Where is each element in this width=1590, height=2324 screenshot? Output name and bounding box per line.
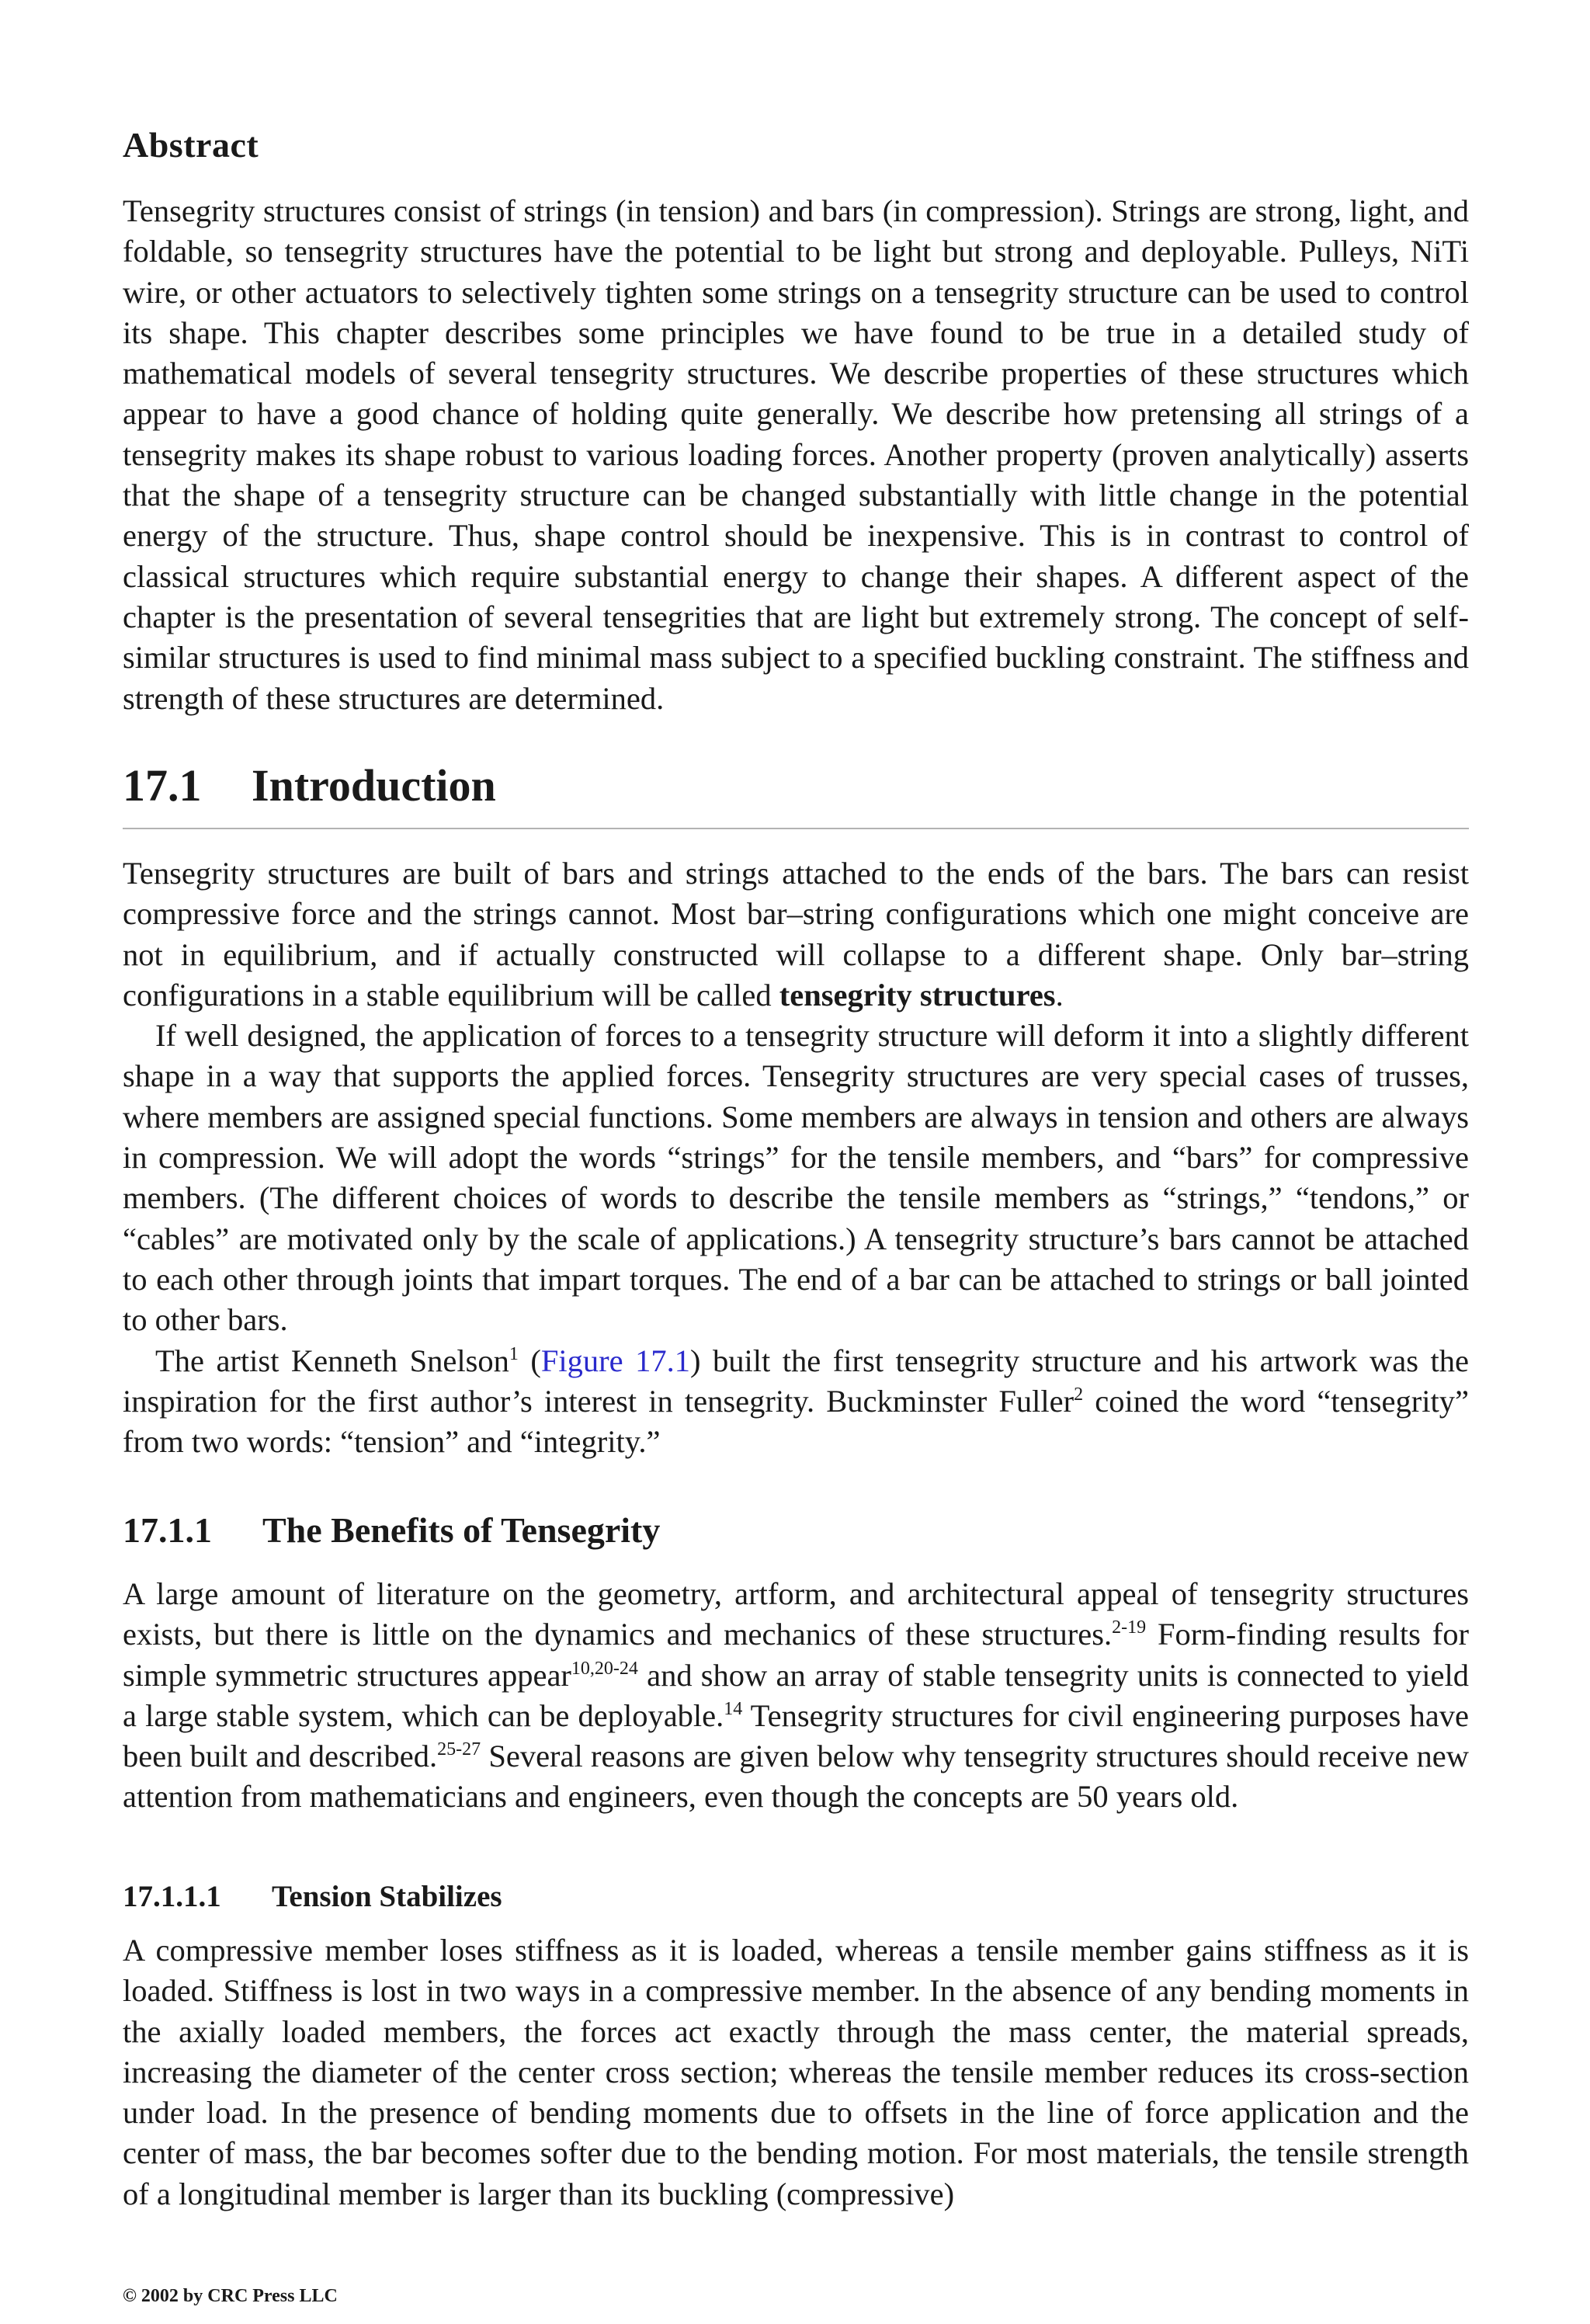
benefits-text-2: Form-finding results for simple symmetric structures appear	[123, 1617, 1469, 1693]
benefits-text-3: and show an array of stable tensegrity units is connected to yield a large stable system, which can be deployable.	[123, 1657, 1469, 1733]
intro-p1-term: tensegrity structures	[779, 977, 1056, 1013]
subsubsection-heading	[123, 1879, 502, 1914]
tension-paragraph: A compressive member loses stiffness as it is loaded, whereas a tensile member gains stiffness as it is loaded. Stiffness is lost in two ways in a compressive member. In the absence of any bending moments in the axially loaded members, the forces act exactly through the mass center, the material spreads, increasing the diameter of the center cross section; whereas the tensile member reduces its cross-section under load. In the presence of bending moments due to offsets in the line of force application and the center of mass, the bar becomes softer due to the bending motion. For most materials, the tensile strength of a longitudinal member is larger than its buckling (compressive)	[123, 1933, 1469, 2211]
section-number: 17.1	[123, 760, 202, 811]
subsubsection-title: Tension Stabilizes	[272, 1880, 502, 1913]
benefits-text-1: A large amount of literature on the geometry, artform, and architectural appeal of tensegrity structures exists, but there is little on the dynamics and mechanics of these structures.	[123, 1576, 1469, 1652]
citation-ref[interactable]: 25-27	[437, 1739, 481, 1760]
abstract-body	[123, 191, 1469, 719]
abstract-heading: Abstract	[123, 125, 259, 165]
benefits-paragraph	[123, 1574, 1469, 1818]
intro-paragraph-3	[123, 1341, 1469, 1463]
section-heading	[123, 759, 496, 811]
citation-ref[interactable]: 10,20-24	[571, 1658, 638, 1679]
copyright-footer: © 2002 by CRC Press LLC	[123, 2286, 338, 2306]
intro-p3-text-d: coined the word “tensegrity” from two words: “tension” and “integrity.”	[123, 1383, 1469, 1460]
abstract-paragraph: Tensegrity structures consist of strings (in tension) and bars (in compression). Strings are strong, light, and foldable, so tensegrity structures have the potential to be light but strong and deployable. Pulleys, NiTi wire, or other actuators to selectively tighten some strings on a tensegrity structure can be used to control its shape. This chapter describes some principles we have found to be true in a detailed study of mathematical models of several tensegrity structures. We describe properties of these structures which appear to have a good chance of holding quite generally. We describe how pretensing all strings of a tensegrity makes its shape robust to various loading forces. Another property (proven analytically) asserts that the shape of a tensegrity structure can be changed substantially with little change in the potential energy of the structure. Thus, shape control should be inexpensive. This is in contrast to control of classical structures which require substantial energy to change their shapes. A different aspect of the chapter is the presentation of several tensegrities that are light but extremely strong. The concept of self-similar structures is used to find minimal mass subject to a specified buckling constraint. The stiffness and strength of these structures are determined.	[123, 193, 1469, 716]
footnote-ref-2[interactable]: 2	[1074, 1384, 1084, 1405]
tension-body	[123, 1930, 1469, 2215]
citation-ref[interactable]: 2-19	[1112, 1617, 1147, 1638]
intro-p3-text-a: The artist Kenneth Snelson	[155, 1343, 509, 1378]
intro-p3-text-c: ) built the first tensegrity structure and his artwork was the inspiration for the first author’s interest in tensegrity. Buckminster Fuller	[123, 1343, 1469, 1419]
intro-p3-text-b: (	[518, 1343, 541, 1378]
section-divider	[123, 828, 1469, 829]
section-title: Introduction	[252, 760, 496, 811]
intro-p1-text: Tensegrity structures are built of bars and strings attached to the ends of the bars. The bars can resist compressive force and the strings cannot. Most bar–string configurations which one might conceive are not in equilibrium, and if actually constructed will collapse to a different shape. Only bar–string configurations in a stable equilibrium will be called	[123, 856, 1469, 1013]
subsection-number: 17.1.1	[123, 1510, 212, 1550]
benefits-text-4: Tensegrity structures for civil engineering purposes have been built and described.	[123, 1697, 1469, 1774]
citation-ref[interactable]: 14	[724, 1698, 743, 1719]
intro-paragraph-2: If well designed, the application of forces to a tensegrity structure will deform it into a slightly different shape in a way that supports the applied forces. Tensegrity structures are very special cases of trusses, where members are assigned special functions. Some members are always in tension and others are always in compression. We will adopt the words “strings” for the tensile members, and “bars” for compressive members. (The different choices of words to describe the tensile members as “strings,” “tendons,” or “cables” are motivated only by the scale of applications.) A tensegrity structure’s bars cannot be attached to each other through joints that impart torques. The end of a bar can be attached to strings or ball jointed to other bars.	[123, 1018, 1469, 1338]
intro-paragraph-1	[123, 853, 1469, 1016]
subsection-heading	[123, 1509, 660, 1551]
introduction-body	[123, 853, 1469, 1462]
figure-17-1-link[interactable]: Figure 17.1	[540, 1343, 691, 1378]
intro-p1-end: .	[1055, 977, 1064, 1013]
benefits-body	[123, 1574, 1469, 1818]
subsection-title: The Benefits of Tensegrity	[262, 1510, 661, 1550]
subsubsection-number: 17.1.1.1	[123, 1880, 221, 1913]
footnote-ref-1[interactable]: 1	[509, 1343, 519, 1364]
benefits-text-5: Several reasons are given below why tensegrity structures should receive new attention from mathematicians and engineers, even though the concepts are 50 years old.	[123, 1739, 1469, 1815]
